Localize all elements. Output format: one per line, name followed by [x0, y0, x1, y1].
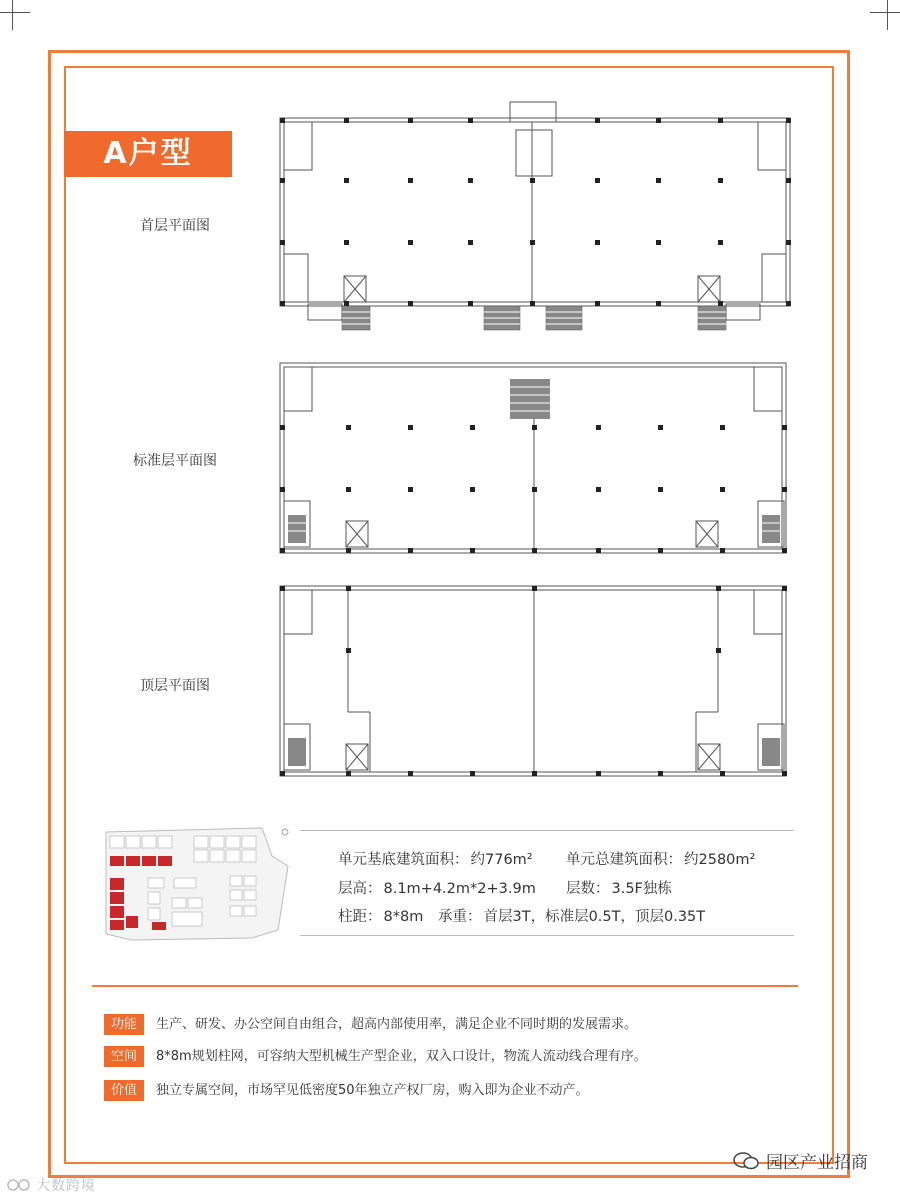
wechat-icon [732, 1151, 760, 1171]
specs-row-height [338, 877, 672, 898]
watermark-text: 大数跨境 [36, 1178, 96, 1194]
feature-text: 独立专属空间，市场罕见低密度50年独立产权厂房，购入即为企业不动产。 [156, 1083, 589, 1098]
specs-row-area [338, 848, 756, 869]
floor-label-top: 顶层平面图 [140, 678, 210, 694]
unit-type-title: A户型 [64, 131, 232, 177]
feature-tag: 功能 [104, 1014, 144, 1035]
total-area-value: 约2580m² [684, 852, 756, 868]
site-location-map [102, 826, 292, 942]
section-separator [92, 985, 798, 987]
account-name: 园区产业招商 [766, 1153, 868, 1173]
floor-label-ground: 首层平面图 [140, 218, 210, 234]
crop-mark [0, 12, 30, 13]
crop-mark [887, 0, 888, 30]
ground-floor-plan [270, 100, 800, 340]
wechat-account-brand [732, 1148, 868, 1173]
specs-row-grid [338, 905, 706, 926]
feature-tag: 空间 [104, 1046, 144, 1067]
floor-label-standard: 标准层平面图 [133, 453, 217, 469]
floor-height-value: 8.1m+4.2m*2+3.9m [383, 881, 536, 897]
specs-top-rule [300, 830, 794, 831]
floor-height-label: 层高： [338, 881, 382, 897]
standard-floor-plan [270, 355, 800, 560]
feature-text: 8*8m规划柱网，可容纳大型机械生产型企业，双入口设计，物流人流动线合理有序。 [156, 1049, 647, 1064]
column-grid-value: 8*8m [383, 909, 424, 925]
base-area-label: 单元基底建筑面积： [338, 852, 469, 868]
specs-bottom-rule [300, 935, 794, 936]
load-capacity-label: 承重： [438, 909, 482, 925]
feature-row-function [104, 1014, 637, 1036]
crop-mark [870, 12, 900, 13]
watermark-logo-icon [6, 1178, 32, 1192]
base-area-value: 约776m² [470, 852, 533, 868]
crop-mark [12, 0, 13, 30]
specs-panel [298, 832, 798, 937]
total-area-label: 单元总建筑面积： [566, 852, 682, 868]
feature-row-value [104, 1080, 589, 1102]
load-capacity-value: 首层3T，标准层0.5T，顶层0.35T [483, 909, 706, 925]
feature-row-space [104, 1046, 647, 1068]
floor-count-value: 3.5F独栋 [611, 881, 672, 897]
top-floor-plan [270, 578, 800, 783]
floor-count-label: 层数： [566, 881, 610, 897]
feature-tag: 价值 [104, 1080, 144, 1101]
column-grid-label: 柱距： [338, 909, 382, 925]
feature-text: 生产、研发、办公空间自由组合，超高内部使用率，满足企业不同时期的发展需求。 [156, 1017, 638, 1032]
watermark [6, 1175, 96, 1195]
